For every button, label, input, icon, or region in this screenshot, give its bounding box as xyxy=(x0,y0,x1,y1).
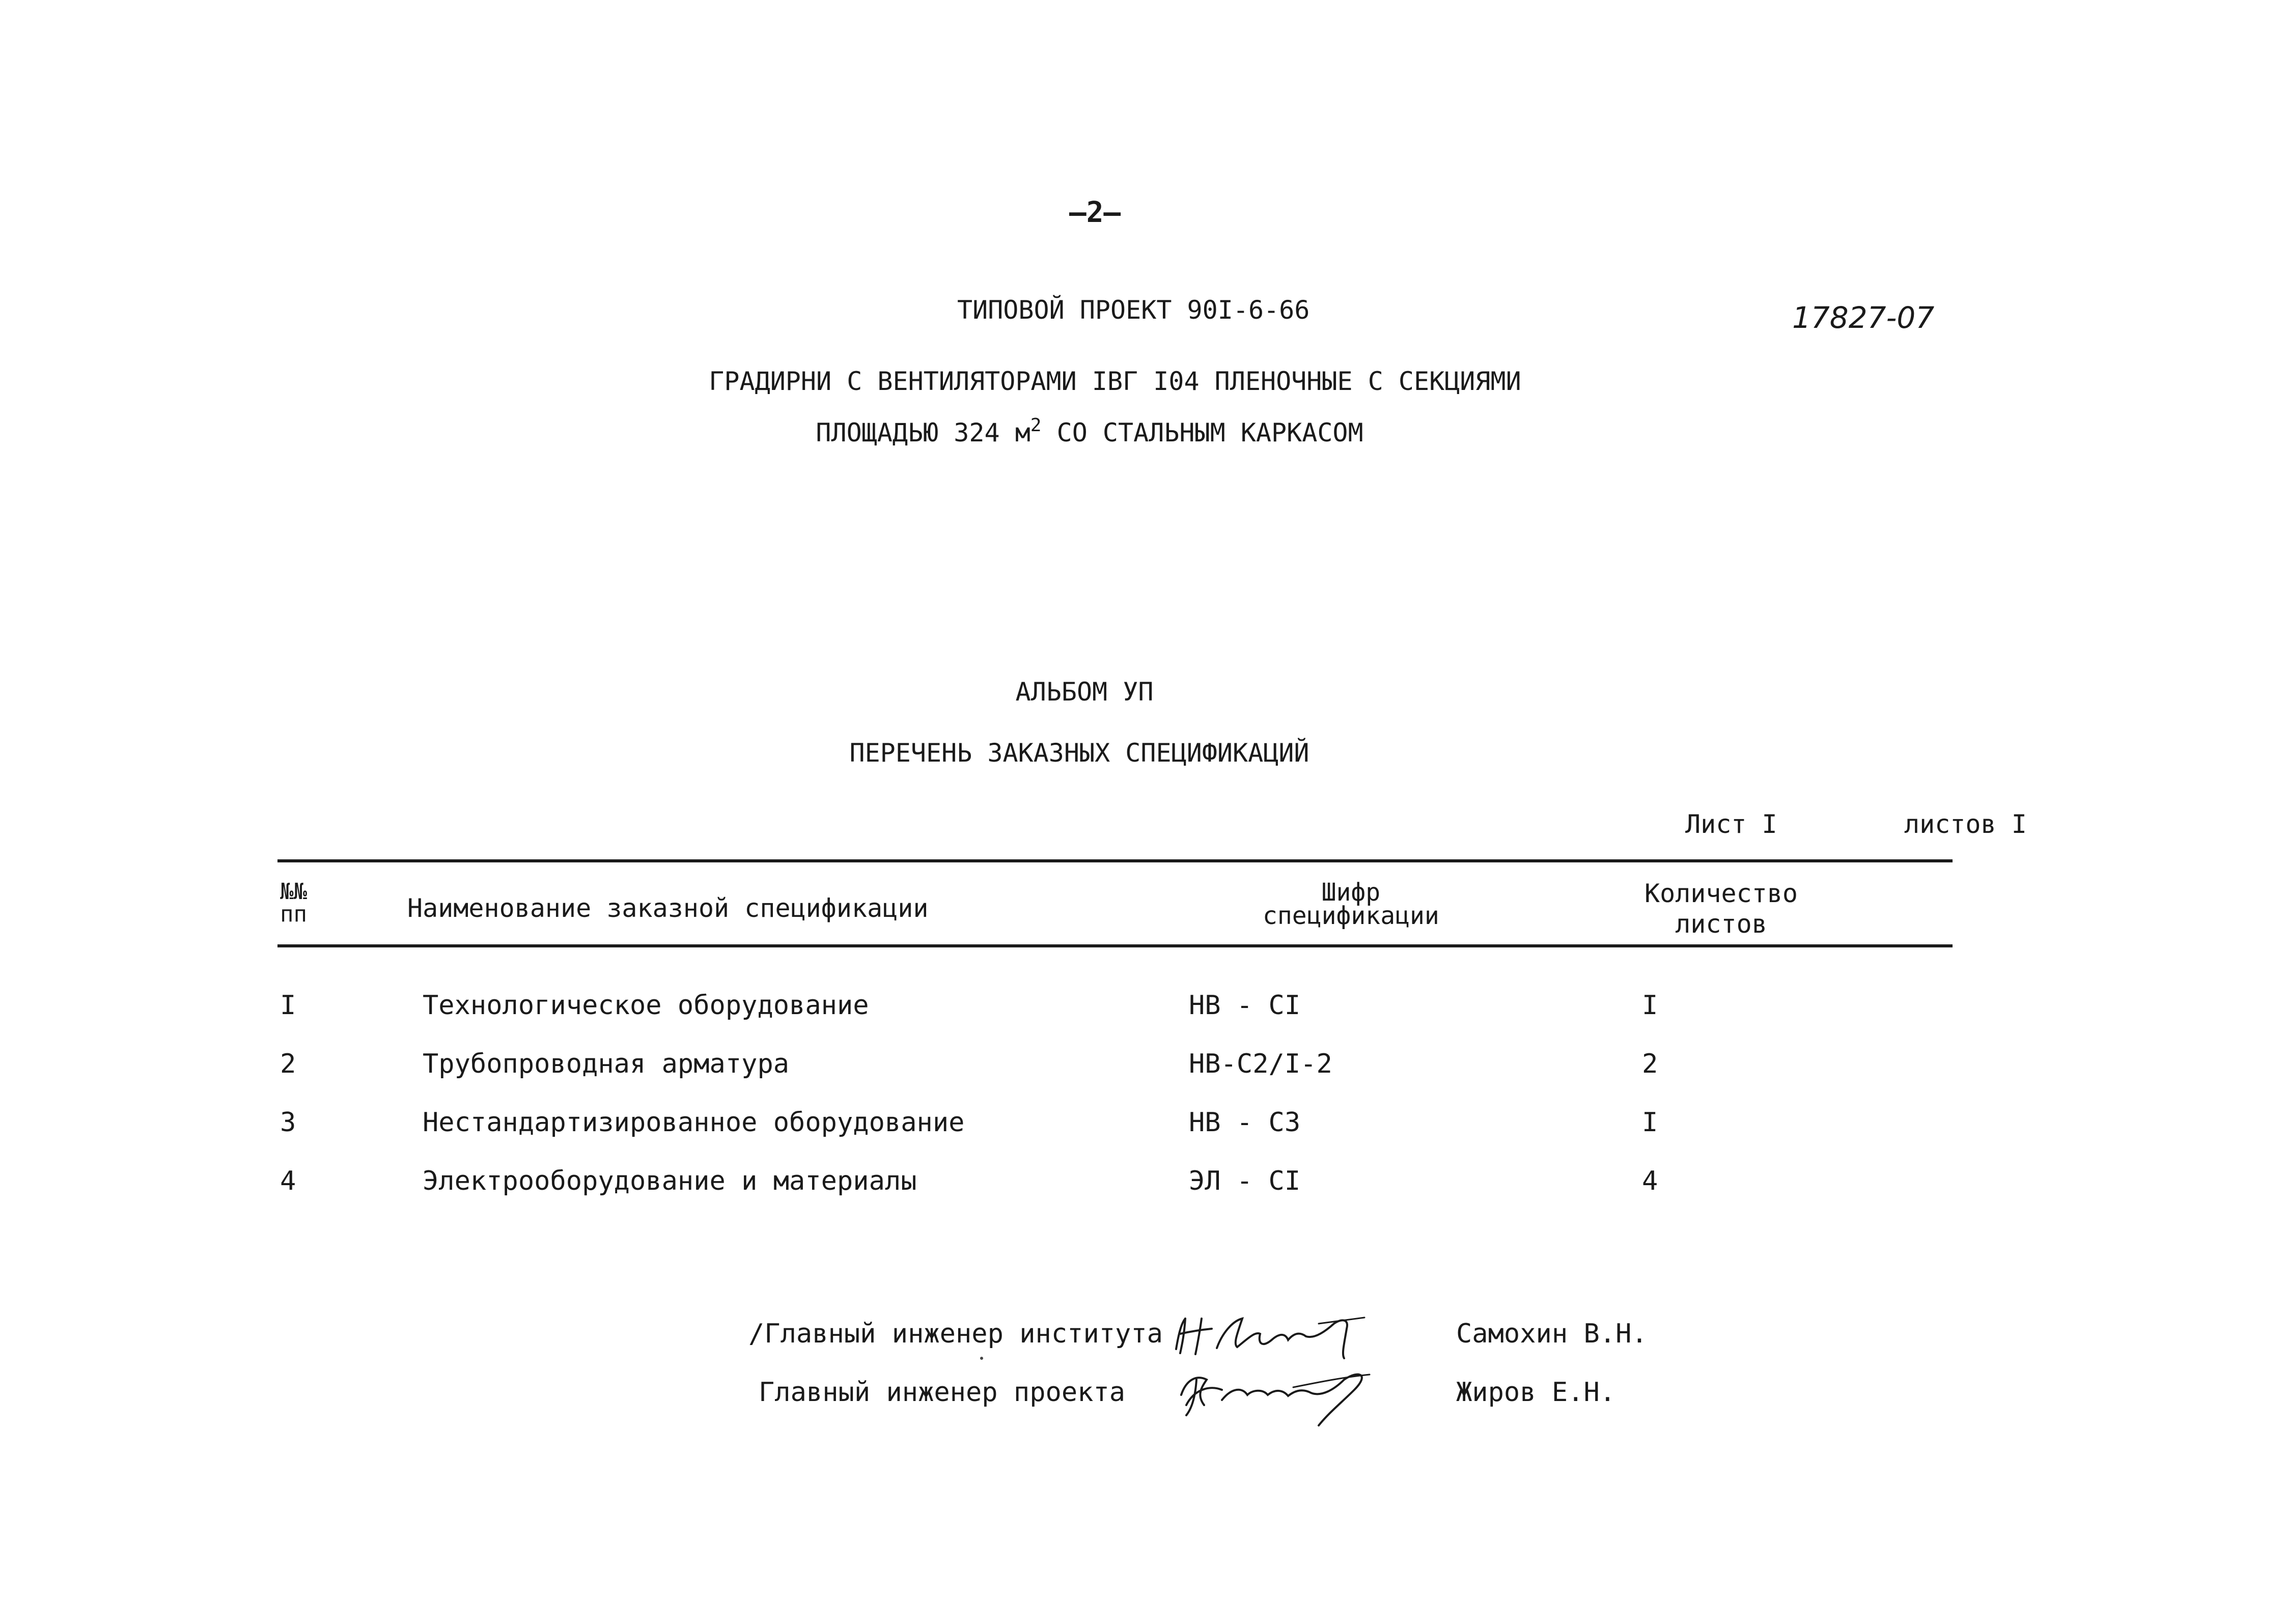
row-4-code: ЭЛ - СI xyxy=(1189,1166,1301,1196)
title-line-1: ГРАДИРНИ С ВЕНТИЛЯТОРАМИ IВГ I04 ПЛЕНОЧНЫЕ С СЕКЦИЯМИ xyxy=(709,367,1521,396)
header-number xyxy=(280,881,307,926)
header-name: Наименование заказной спецификации xyxy=(407,893,929,923)
table-header-rule xyxy=(277,944,1953,947)
row-2-number: 2 xyxy=(280,1049,296,1079)
header-number-line-1: №№ xyxy=(280,879,307,905)
row-3-quantity: I xyxy=(1642,1107,1658,1138)
row-3-number: 3 xyxy=(280,1107,296,1138)
row-3-code: НВ - С3 xyxy=(1189,1107,1301,1138)
row-3-name: Нестандартизированное оборудование xyxy=(423,1107,965,1138)
signature-2-icon xyxy=(1166,1359,1380,1431)
row-4-number: 4 xyxy=(280,1166,296,1196)
signer-1-name: Самохин В.Н. xyxy=(1456,1319,1648,1349)
header-code-line-1: Шифр xyxy=(1321,878,1381,907)
header-quantity xyxy=(1645,878,1798,939)
table-top-rule xyxy=(277,859,1953,862)
title-line-2-suffix: СО СТАЛЬНЫМ КАРКАСОМ xyxy=(1041,418,1363,447)
ink-dot xyxy=(980,1357,983,1360)
sheet-number: Лист I xyxy=(1685,809,1777,839)
area-superscript: 2 xyxy=(1030,415,1042,436)
signer-2-role: Главный инженер проекта xyxy=(759,1377,1126,1408)
registration-number: 17827-07 xyxy=(1792,300,1935,335)
header-code xyxy=(1263,878,1439,930)
list-title: ПЕРЕЧЕНЬ ЗАКАЗНЫХ СПЕЦИФИКАЦИЙ xyxy=(849,738,1309,768)
row-4-quantity: 4 xyxy=(1642,1166,1658,1196)
page-number: —2— xyxy=(1069,196,1121,229)
row-1-code: НВ - СI xyxy=(1189,990,1301,1021)
signature-1-icon xyxy=(1166,1303,1380,1364)
row-2-name: Трубопроводная арматура xyxy=(423,1049,790,1079)
row-4-name: Электрооборудование и материалы xyxy=(423,1166,917,1196)
header-quantity-line-1: Количество xyxy=(1645,879,1798,908)
header-number-line-2: пп xyxy=(280,901,307,927)
row-2-code: НВ-С2/I-2 xyxy=(1189,1049,1332,1079)
header-code-line-2: спецификации xyxy=(1263,902,1439,930)
row-1-quantity: I xyxy=(1642,990,1658,1021)
row-1-name: Технологическое оборудование xyxy=(423,990,869,1021)
title-line-2-prefix: ПЛОЩАДЬЮ 324 м xyxy=(816,418,1030,447)
signer-1-role: /Главный инженер института xyxy=(748,1319,1163,1349)
row-2-quantity: 2 xyxy=(1642,1049,1658,1079)
row-1-number: I xyxy=(280,990,296,1021)
project-code: ТИПОВОЙ ПРОЕКТ 90I-6-66 xyxy=(957,295,1310,325)
title-line-2 xyxy=(816,415,1363,447)
album-name: АЛЬБОМ УП xyxy=(1015,677,1154,707)
sheets-total: листов I xyxy=(1904,809,2027,839)
header-quantity-line-2: листов xyxy=(1675,909,1767,939)
signer-2-name: Жиров Е.Н. xyxy=(1456,1377,1616,1408)
